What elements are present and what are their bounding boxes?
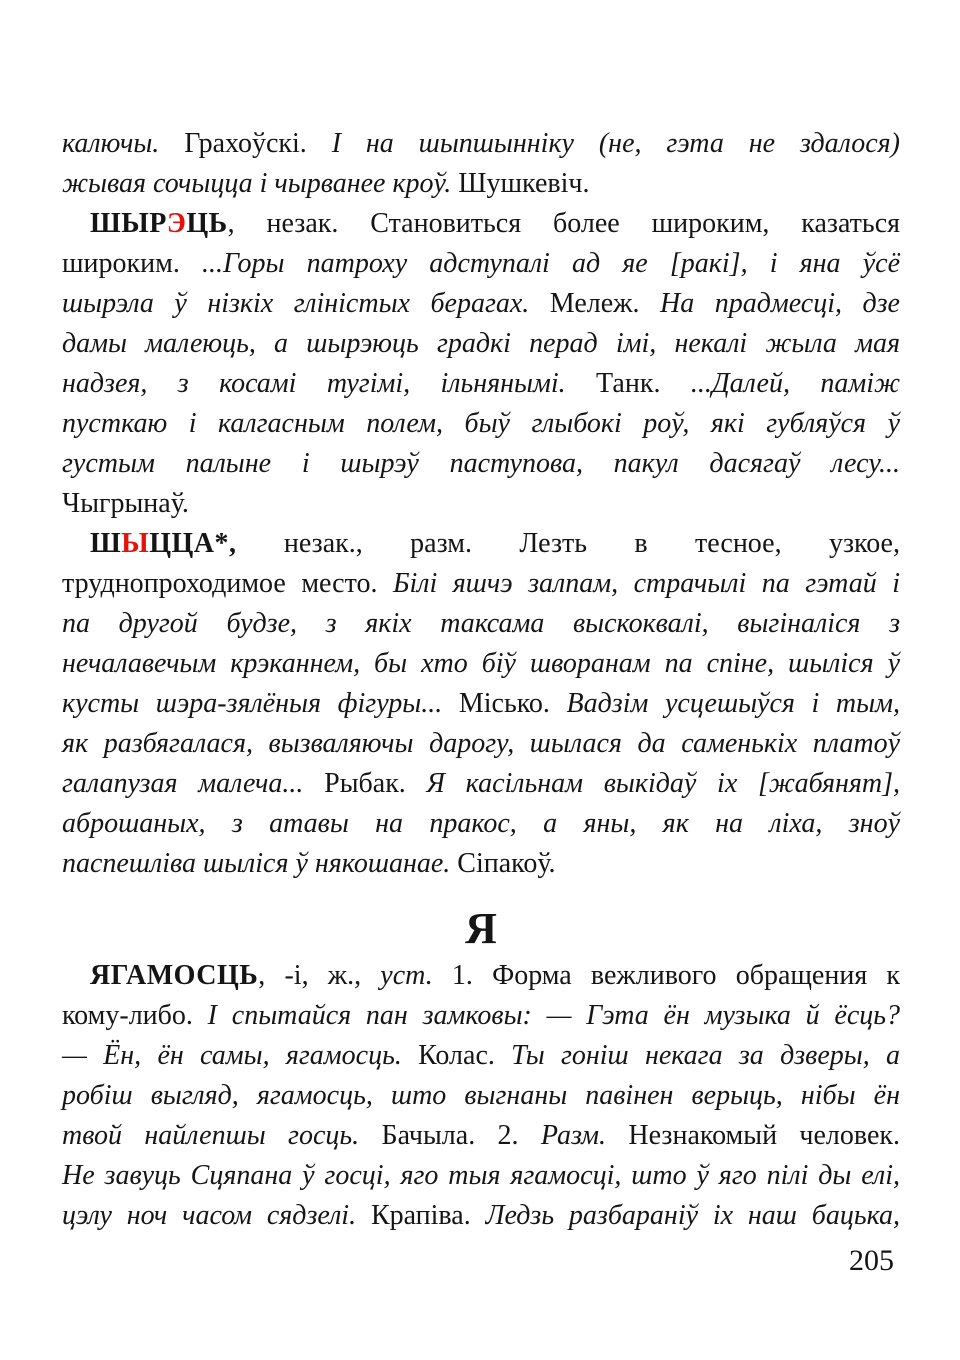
quote-segment: І спытайся пан замковы: — Гэта ён музыка й ёсць? [207, 1000, 900, 1031]
text-line [62, 164, 900, 204]
text-line [62, 364, 900, 404]
text-segment: Бачыла. 2. [381, 1120, 541, 1151]
text-line [62, 844, 900, 884]
text-segment: Танк. [596, 368, 691, 399]
text-segment: Сіпакоў. [457, 848, 556, 879]
text-line [62, 244, 900, 284]
headword: ЦЦА*, [149, 528, 237, 559]
quote-segment: калючы. [62, 128, 185, 159]
text-line [62, 124, 900, 164]
text-segment: Рыбак. [324, 768, 427, 799]
text-line [62, 764, 900, 804]
text-segment: Крапіва. [370, 1200, 486, 1231]
text-line [62, 284, 900, 324]
text-segment: , -і, ж., [258, 960, 381, 991]
quote-segment: уст. [380, 960, 433, 991]
stressed-letter: Э [166, 208, 187, 239]
quote-segment: І на шыпшынніку (не, гэта не здалося) [331, 128, 900, 159]
text-line [62, 524, 900, 564]
text-line [62, 1196, 900, 1236]
quote-segment: твой найлепшы госць. [62, 1120, 382, 1151]
headword: Ш [90, 528, 122, 559]
quote-segment: галапузая малеча... [62, 768, 325, 799]
text-segment: широким. [62, 248, 203, 279]
text-segment: Незнакомый человек. [606, 1120, 900, 1151]
text-segment: кому-либо. [62, 1000, 208, 1031]
quote-segment: шырэла ў нізкіх гліністых берагах. [62, 288, 550, 319]
quote-segment: Білі яшчэ залпам, страчылі па гэтай і [392, 568, 900, 599]
quote-segment: жывая сочыцца і чырванее кроў. [62, 168, 459, 199]
quote-segment: ...Горы патроху адступалі ад яе [ракі], і яна ўсё [202, 248, 900, 279]
text-segment: Місько. [458, 688, 567, 719]
quote-segment: Ледзь разбараніў іх наш бацька, [485, 1200, 900, 1231]
quote-segment: аброшаных, з атавы на пракос, а яны, як на ліха, зноў [62, 808, 900, 839]
text-line [62, 404, 900, 444]
text-segment: Шушкевіч. [458, 168, 590, 199]
text-line [62, 1076, 900, 1116]
quote-segment: паспешліва шыліся ў някошанае. [62, 848, 458, 879]
quote-segment: Я касільнам выкідаў іх [жабянят], [426, 768, 900, 799]
text-segment: Грахоўскі. [184, 128, 332, 159]
text-line [62, 564, 900, 604]
text-segment: Мележ. [549, 288, 660, 319]
text-line [62, 644, 900, 684]
text-segment: 1. Форма вежливого обращения к [432, 960, 900, 991]
quote-segment: Вадзім усцешыўся і тым, [566, 688, 900, 719]
headword: ЦЬ [186, 208, 228, 239]
quote-segment: робіш выгляд, ягамосць, што выгнаны павінен верыць, нібы ён [62, 1080, 900, 1111]
text-line [62, 1156, 900, 1196]
text-line [62, 724, 900, 764]
quote-segment: як разбягалася, вызваляючы дарогу, шылася да саменькіх платоў [62, 728, 900, 759]
quote-segment: Ты гоніш некага за дзверы, а [511, 1040, 901, 1071]
headword: ШЫР [90, 208, 167, 239]
quote-segment: надзея, з косамі тугімі, ільнянымі. [62, 368, 597, 399]
quote-segment: На прадмесці, дзе [659, 288, 900, 319]
quote-segment: ...Далей, паміж [690, 368, 901, 399]
text-line [62, 324, 900, 364]
text-line [62, 604, 900, 644]
text-line [62, 1116, 900, 1156]
headword: ЯГАМОСЦЬ [90, 960, 259, 991]
text-segment: , незак. Становиться более широким, казаться [227, 208, 900, 239]
page-number: 205 [849, 1244, 894, 1277]
text-content [62, 124, 900, 1236]
text-line [62, 684, 900, 724]
text-segment: незак., разм. Лезть в тесное, узкое, [236, 528, 900, 559]
quote-segment: цэлу ноч часом сядзелі. [62, 1200, 371, 1231]
text-line [62, 444, 900, 484]
text-line [62, 956, 900, 996]
text-segment: Чыгрынаў. [62, 488, 189, 519]
text-line [62, 484, 900, 524]
quote-segment: кусты шэра-зялёныя фігуры... [62, 688, 459, 719]
quote-segment: нечалавечым крэканнем, бы хто біў шворанам па спіне, шыліся ў [62, 648, 900, 679]
section-header-ya: Я [465, 904, 497, 953]
text-segment: Колас. [418, 1040, 512, 1071]
quote-segment: густым палыне і шырэў паступова, пакул дасягаў лесу... [62, 448, 900, 479]
text-line [62, 804, 900, 844]
stressed-letter: Ы [121, 528, 150, 559]
text-line [62, 996, 900, 1036]
quote-segment: — Ён, ён самы, ягамосць. [62, 1040, 419, 1071]
quote-segment: па другой будзе, з якіх таксама выскоквалі, выгіналіся з [62, 608, 900, 639]
quote-segment: Не завуць Сцяпана ў госці, яго тыя ягамосці, што ў яго пілі ды елі, [62, 1160, 900, 1191]
quote-segment: пусткаю і калгасным полем, быў глыбокі роў, які губляўся ў [62, 408, 900, 439]
text-line [62, 1036, 900, 1076]
quote-segment: дамы малеюць, а шырэюць градкі перад імі, некалі жыла мая [62, 328, 900, 359]
text-line [62, 204, 900, 244]
text-segment: труднопроходимое место. [62, 568, 393, 599]
quote-segment: Разм. [540, 1120, 607, 1151]
